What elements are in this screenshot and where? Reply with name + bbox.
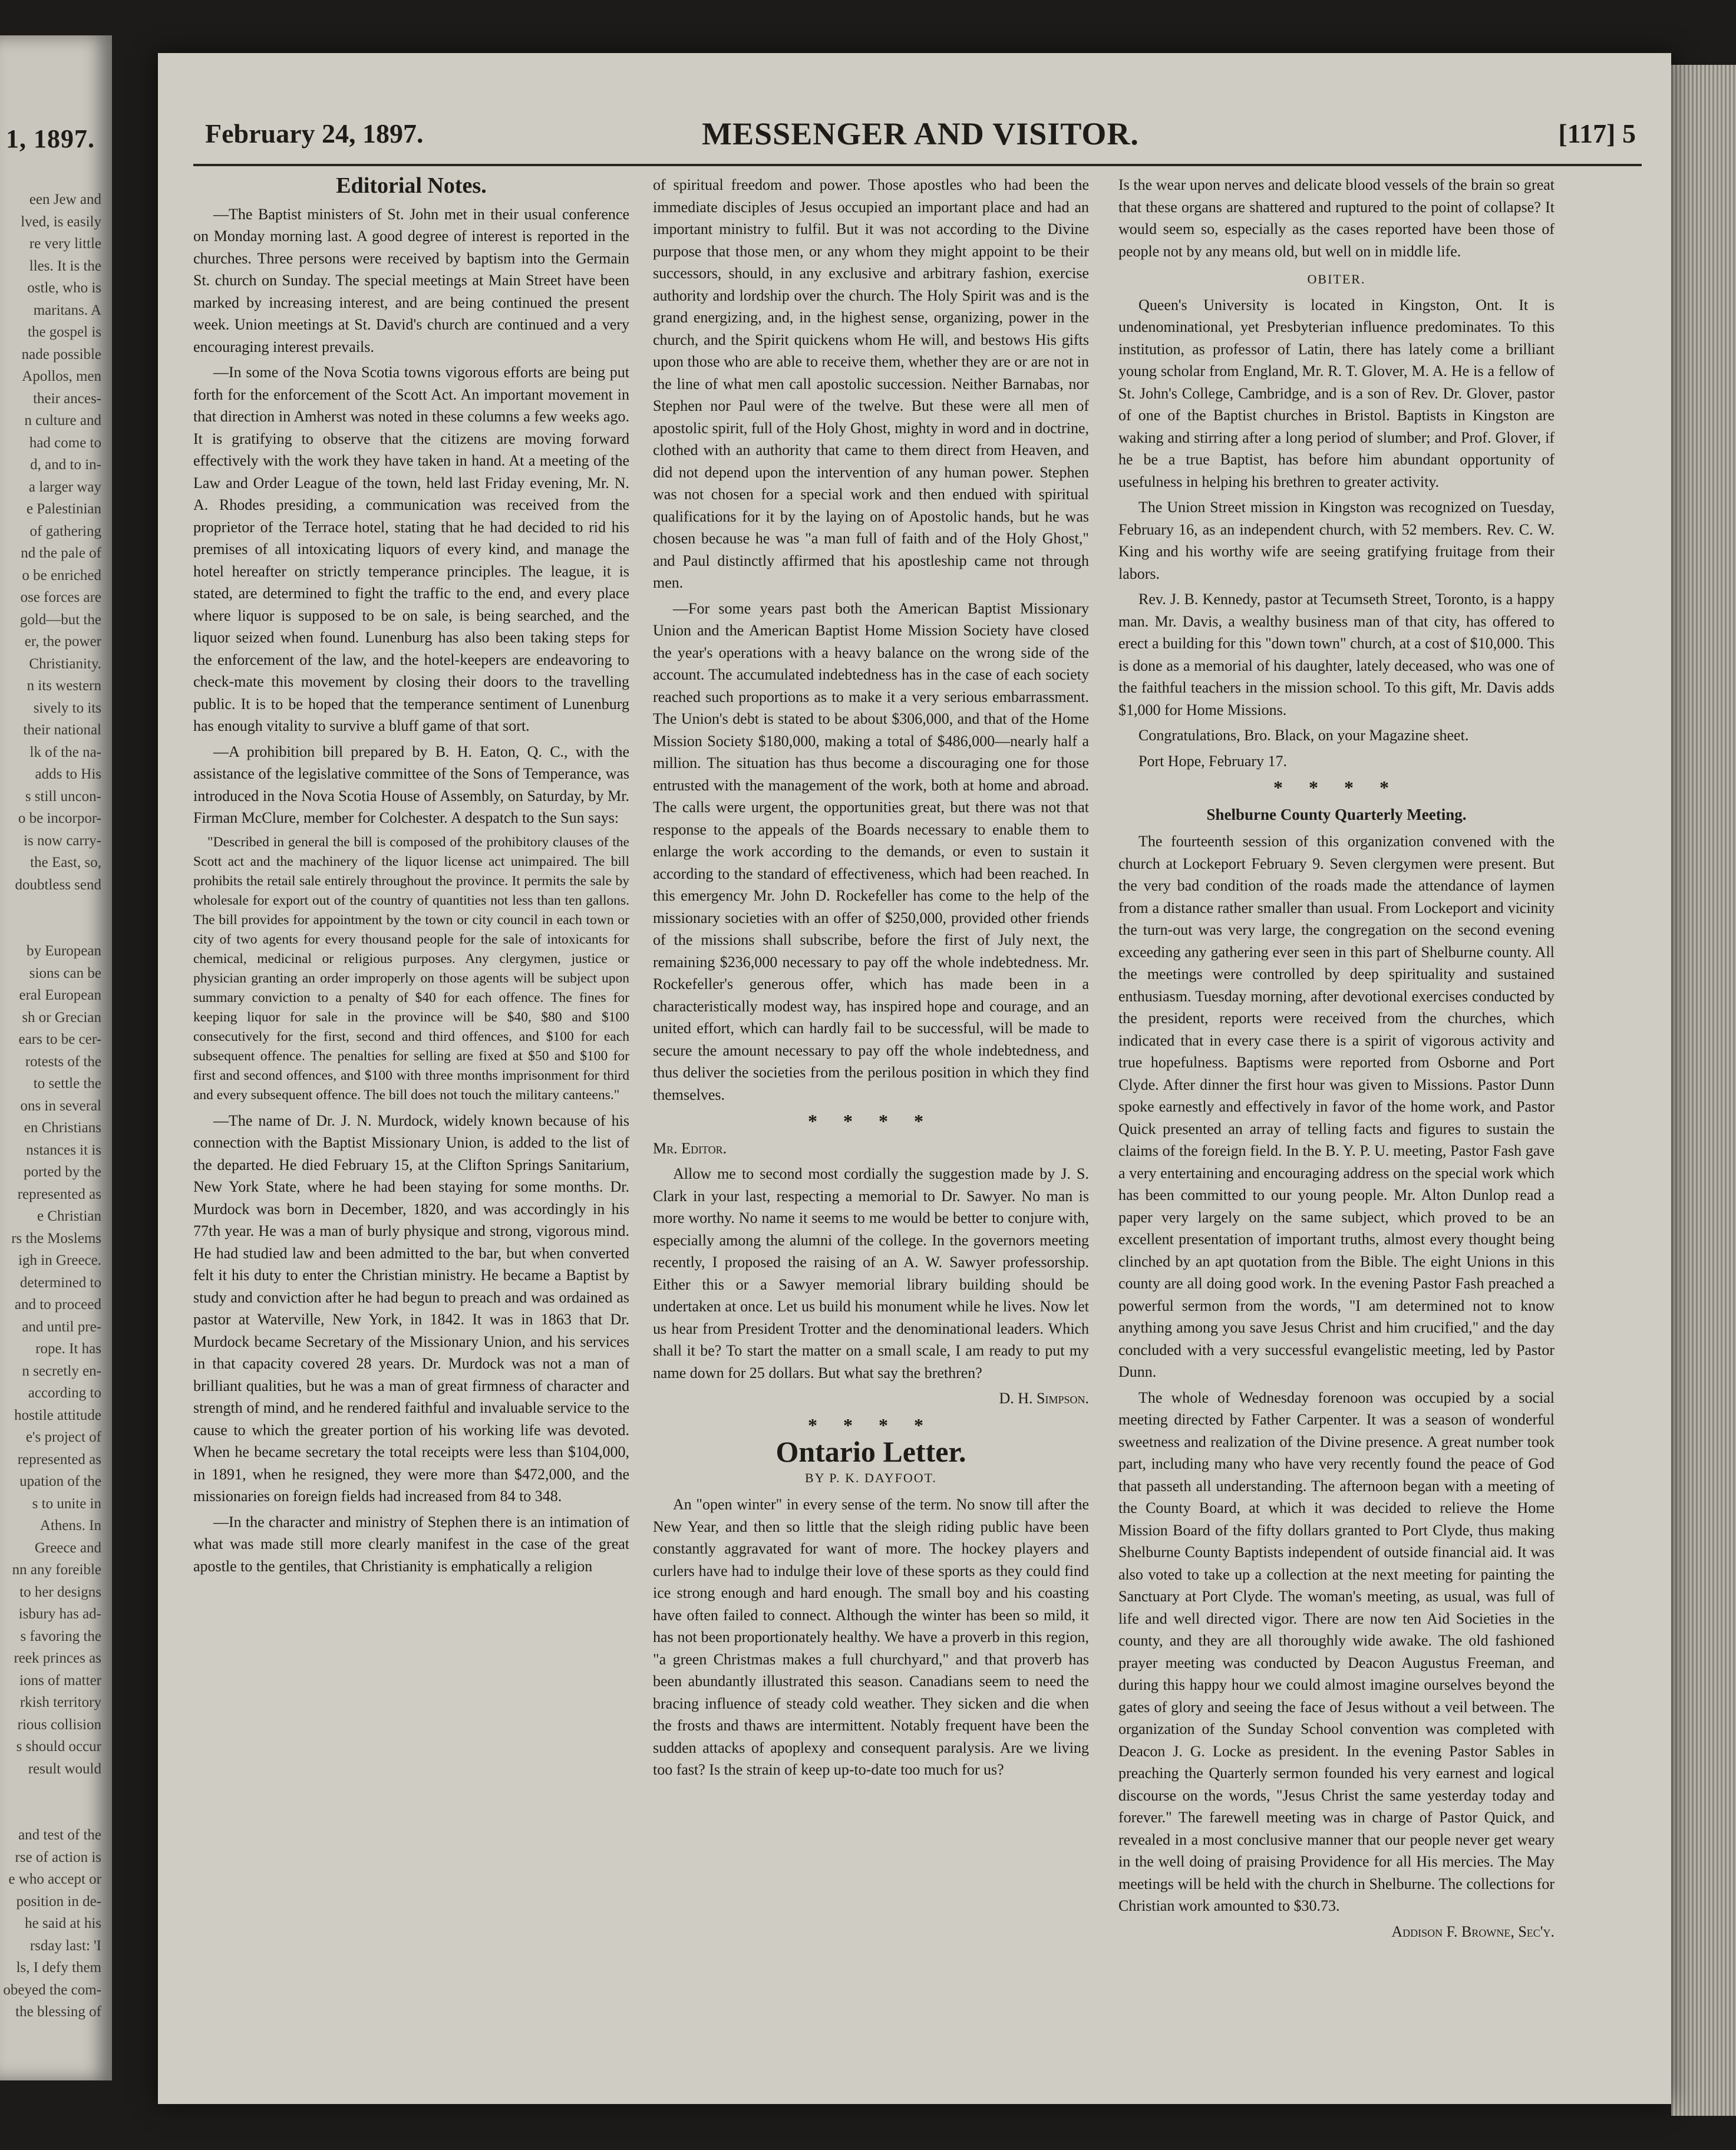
- header-rule: [193, 164, 1642, 166]
- left-page-line: according to: [28, 1385, 101, 1401]
- column-3: [1118, 174, 1555, 1946]
- left-page-line: rs the Moslems: [11, 1230, 101, 1247]
- page-header: [205, 118, 1636, 159]
- left-page-line: he said at his: [25, 1915, 101, 1931]
- letter-salutation: Mr. Editor.: [653, 1139, 727, 1157]
- left-page-line: s should occur: [16, 1739, 101, 1755]
- left-page-line: re very little: [29, 236, 101, 252]
- left-page-line: and until pre-: [22, 1318, 101, 1335]
- left-page-line: adds to His: [35, 766, 101, 782]
- left-page-line: their national: [23, 722, 101, 738]
- left-page-line: rkish territory: [19, 1694, 101, 1710]
- left-page-line: isbury has ad-: [18, 1606, 101, 1622]
- left-page-line: represented as: [17, 1451, 101, 1468]
- left-facing-page: [0, 35, 112, 2080]
- left-page-line: ose forces are: [20, 589, 101, 605]
- left-page-line: of gathering: [29, 523, 101, 539]
- paragraph: Queen's University is located in Kingston, Ont. It is undenominational, yet Presbyterian influence predominates. To this institution, as professor of Latin, there has lately come a brilliant young scholar from England, Mr. R. T. Glover, M. A. He is a fellow of St. John's College, Cambridge, and is a son of Rev. Dr. Glover, pastor of one of the Baptist churches in Bristol. Baptists in Kingston are waking and stirring after a long period of slumber; and Prof. Glover, if he be a true Baptist, has before him abundant opportunity of usefulness in helping his brethren to greater activity.: [1118, 296, 1555, 490]
- column-2: [653, 174, 1089, 1785]
- section-divider: * * * *: [1273, 777, 1400, 798]
- left-page-line: o be enriched: [22, 567, 101, 583]
- paragraph: Rev. J. B. Kennedy, pastor at Tecumseth Street, Toronto, is a happy man. Mr. Davis, a wealthy business man of that city, has offered to erect a building for this "down town" church, at a cost of $10,000. This is done as a memorial of his daughter, lately deceased, who was one of the faithful teachers in the mission school. To this gift, Mr. Davis adds $1,000 for Home Missions.: [1118, 591, 1555, 718]
- left-page-line: Apollos, men: [22, 368, 101, 384]
- letter-body: Allow me to second most cordially the suggestion made by J. S. Clark in your last, respecting a memorial to Dr. Sawyer. No man is more worthy. No name it seems to me would be better to conjure with, especially among the alumni of the college. In the governors meeting recently, I proposed the raising of an A. W. Sawyer professorship. Either this or a Sawyer memorial library building should be undertaken at once. Let us build his monument while he lives. Now let us hear from President Trotter and the denominational leaders. Which shall it be? To start the matter on a small scale, I am ready to put my name down for 25 dollars. But what say the brethren?: [653, 1165, 1089, 1381]
- left-page-line: had come to: [29, 434, 101, 451]
- page-number: [117] 5: [1558, 118, 1636, 149]
- left-page-line: sions can be: [29, 965, 101, 981]
- paragraph: An "open winter" in every sense of the term. No snow till after the New Year, and then so little that the sleigh riding public have been constantly aggravated for want of more. The hockey players and curlers have had to indulge their love of these sports as they could find ice strong enough and hard enough. The small boy and his coasting have often failed to connect. Although the winter has been so mild, it has not been proportionately healthy. We have a proverb in this region, "a green Christmas makes a full churchyard," and that proverb has been abundantly illustrated this season. Canadians seem to need the bracing influence of steady cold weather. They sicken and die when the frosts and thaws are intermittent. Notably frequent have been the sudden attacks of apoplexy and consequent paralysis. Are we living too fast? Is the strain of keep up-to-date too much for us?: [653, 1496, 1089, 1778]
- paragraph: of spiritual freedom and power. Those apostles who had been the immediate disciples of Jesus occupied an important place and had an important ministry to fulfil. But it was not according to the Divine purpose that those men, or any whom they might appoint to be their successors, should, in any exclusive and arbitrary fashion, exercise authority and lordship over the church. The Holy Spirit was and is the grand energizing, and, in the highest sense, organizing, power in the church, and the Spirit quickens whom He will, and bestows His gifts upon those who are able to receive them, whether they are or are not in the line of what men call apostolic succession. Neither Barnabas, nor Stephen nor Paul were of the twelve. But these were all men of apostolic spirit, full of the Holy Ghost, mighty in word and in doctrine, clothed with an authority that came to them direct from Heaven, and did not depend upon the intervention of any human power. Stephen was not chosen for a special work and then endued with spiritual qualifications for it by the laying on of Apostolic hands, but he was chosen because he was "a man full of faith and of the Holy Ghost," and Paul distinctly affirmed that his apostleship came not through men.: [653, 176, 1089, 591]
- left-page-line: result would: [28, 1760, 101, 1777]
- left-page-line: the gospel is: [28, 324, 101, 340]
- left-page-line: upation of the: [19, 1473, 101, 1489]
- left-page-line: ported by the: [24, 1164, 101, 1180]
- left-page-line: represented as: [17, 1186, 101, 1202]
- left-page-line: lk of the na-: [29, 744, 101, 760]
- left-page-line: er, the power: [24, 634, 101, 649]
- left-page-line: s favoring the: [20, 1628, 101, 1644]
- left-page-line: Greece and: [34, 1539, 101, 1556]
- paragraph: The whole of Wednesday forenoon was occupied by a social meeting directed by Father Carpenter. It was a season of wonderful sweetness and realization of the Divine presence. A great number took part, including many who have very recently found the peace of God that passeth all understanding. The afternoon began with a meeting of the County Board, at which it was decided to relieve the Home Mission Board of the fifty dollars granted to Port Clyde, thus making Shelburne County Baptists independent of outside financial aid. It was also voted to take up a collection at the next meeting for painting the Sanctuary at Port Clyde. The woman's meeting, as usual, was full of life and well directed vigor. There are now ten Aid Societies in the county, and they are all thoroughly wide awake. The old fashioned prayer meeting was conducted by Deacon Augustus Freeman, and during this happy hour we could almost imagine ourselves beyond the gates of glory and seeing the face of Jesus without a veil between. The organization of the Sunday School convention was completed with Deacon J. G. Locke as president. In the evening Pastor Sables in preaching the Quarterly sermon founded his very earnest and logical discourse on the words, "Jesus Christ the same yesterday today and forever." The farewell meeting was in charge of Pastor Quick, and revealed in a most conclusive manner that our people never get weary in the well doing of praising Providence for all His mercies. The May meetings will be held with the church in Shelburne. The collections for Christian work amounted to $30.73.: [1118, 1389, 1555, 1914]
- left-page-line: reek princes as: [14, 1650, 101, 1666]
- left-page-line: rse of action is: [15, 1849, 101, 1865]
- left-page-line: s still uncon-: [25, 788, 101, 804]
- left-page-line: e Christian: [37, 1208, 101, 1224]
- left-page-line: n culture and: [24, 413, 101, 428]
- left-page-line: eral European: [19, 987, 101, 1003]
- left-page-line: a larger way: [28, 479, 101, 495]
- newspaper-page: [158, 53, 1671, 2104]
- left-page-line: [1, 1802, 101, 1825]
- page-stack-edge: [1671, 65, 1736, 2116]
- editorial-notes-heading: Editorial Notes.: [336, 173, 487, 198]
- left-page-line: to settle the: [33, 1076, 101, 1092]
- left-page-line: obeyed the com-: [3, 1981, 101, 1998]
- left-page-line: ons in several: [20, 1097, 101, 1114]
- left-page-line: Athens. In: [39, 1518, 101, 1534]
- left-page-line: lved, is easily: [21, 213, 101, 230]
- paragraph: —In the character and ministry of Stephen there is an intimation of what was made still more clearly manifest in the case of the great apostle to the gentiles, that Christianity is emphatically a religion: [193, 1513, 629, 1575]
- left-page-line: een Jew and: [29, 192, 101, 207]
- left-page-line: [1, 896, 101, 918]
- left-page-line: maritans. A: [33, 302, 101, 318]
- left-page-line: e Palestinian: [26, 501, 101, 517]
- left-page-line: Christianity.: [29, 655, 101, 672]
- left-page-line: nn any foreible: [12, 1562, 101, 1578]
- left-page-line: e who accept or: [8, 1871, 101, 1887]
- left-page-line: rope. It has: [35, 1341, 101, 1357]
- left-page-line: doubtless send: [15, 876, 101, 893]
- left-page-line: to her designs: [19, 1584, 101, 1600]
- letter-signature: D. H. Simpson.: [999, 1390, 1089, 1407]
- left-page-line: ions of matter: [19, 1672, 101, 1689]
- paragraph: —The name of Dr. J. N. Murdock, widely known because of his connection with the Baptist Missionary Union, is added to the list of the departed. He died February 15, at the Clifton Springs Sanitarium, New York State, where he had been staying for some months. Dr. Murdock was born in December, 1820, and was accordingly in his 77th year. He was a man of burly physique and strong, vigorous mind. He had studied law and been admitted to the bar, but when converted felt it his duty to enter the Christian ministry. He became a Baptist by study and conviction after he had begun to preach and was ordained as pastor at Waterville, New York, in 1842. It was in 1863 that Dr. Murdock became Secretary of the Missionary Union, and his services in that capacity covered 28 years. Dr. Murdock was not a man of brilliant qualities, but he was a man of great firmness of character and strength of mind, and he rendered faithful and invaluable service to the cause to which the greater portion of his working life was devoted. When he became secretary the total receipts were less than $104,000, in 1891, when he resigned, they were more than $472,000, and the missionaries on foreign fields had increased from 84 to 348.: [193, 1112, 629, 1505]
- left-page-line: s to unite in: [32, 1495, 101, 1512]
- left-page-line: sively to its: [33, 700, 101, 716]
- left-page-line: position in de-: [16, 1893, 101, 1910]
- paragraph: —For some years past both the American Baptist Missionary Union and the American Baptist Home Mission Society have closed the year's operations with a heavy balance on the wrong side of the account. The accumulated indebtedness has in the case of each society reached such proportions as to make it a very serious embarrassment. The Union's debt is stated to be about $306,000, and that of the Home Mission Society $180,000, making a total of $486,000—nearly half a million. The situation has thus become a discouraging one for those entrusted with the management of the work, both at home and abroad. The calls were urgent, the opportunities great, but there was not that response to the appeals of the Boards necessary to enable them to enlarge the work according to the demands, or even to sustain it according to the standard of effectiveness, which had been reached. In this emergency Mr. John D. Rockefeller has come to the help of the missionary societies with an offer of $250,000, provided other friends of the missions shall subscribe, before the first of July next, the remaining $236,000 necessary to pay off the whole indebtedness. Mr. Rockefeller's generous offer, which has made been in a characteristically modest way, has inspired hope and courage, and an united effort, which can hardly fail to be successful, will be made to secure the amount necessary to pay off the whole indebtedness, and thus deliver the societies from the perilous position in which they find themselves.: [653, 599, 1089, 1103]
- paragraph: —The Baptist ministers of St. John met in their usual conference on Monday morning last. A good degree of interest is reported in the churches. Three persons were received by baptism into the Germain St. church on Sunday. The special meetings at Main Street have been marked by increasing interest, and are being continued the present week. Union meetings at St. David's church are continued and a very encouraging interest prevails.: [193, 205, 629, 355]
- paragraph: —In some of the Nova Scotia towns vigorous efforts are being put forth for the enforcement of the Scott Act. An important movement in that direction in Amherst was noted in these columns a few weeks ago. It is gratifying to observe that the citizens are moving forward effectively with the work they have taken in hand. At a meeting of the Law and Order League of the town, held last Friday evening, Mr. N. A. Rhodes presiding, a communication was received from the proprietor of the Terrace hotel, stating that he had decided to rid his premises of all intoxicating liquors of every kind, and manage the hotel hereafter on strictly temperance principles. The league, it is stated, are determined to fight the traffic to the end, and every place where liquor is supposed to be on sale, is being searched, and the liquor seized when found. Lunenburg has also been taking steps for the enforcement of the law, and the hotel-keepers are endeavoring to check-mate this movement by closing their doors to the travelling public. It is to be hoped that the temperance sentiment of Lunenburg has enough vitality to survive a bluff game of that sort.: [193, 364, 629, 734]
- left-page-line: lles. It is the: [29, 258, 101, 274]
- left-page-line: [1, 1780, 101, 1802]
- left-page-line: n its western: [27, 678, 101, 694]
- left-page-date: 1, 1897.: [6, 124, 95, 153]
- left-page-line: rotests of the: [25, 1053, 101, 1070]
- report-signature: Addison F. Browne, Sec'y.: [1391, 1923, 1555, 1940]
- left-page-line: gold—but the: [19, 611, 101, 628]
- section-divider: * * * *: [808, 1110, 934, 1132]
- left-page-line: the East, so,: [30, 855, 101, 870]
- left-page-line: hostile attitude: [14, 1407, 101, 1423]
- left-page-line: nade possible: [21, 346, 101, 362]
- left-page-line: sh or Grecian: [22, 1009, 101, 1025]
- left-page-line: and test of the: [18, 1827, 101, 1843]
- left-page-line: ls, I defy them: [16, 1960, 101, 1976]
- left-page-line: and to proceed: [14, 1297, 101, 1313]
- left-page-line: nd the pale of: [21, 545, 101, 561]
- paragraph: —A prohibition bill prepared by B. H. Eaton, Q. C., with the assistance of the legislative committee of the Sons of Temperance, was introduced in the Nova Scotia House of Assembly, on Saturday, by Mr. Firman McClure, member for Colchester. A despatch to the Sun says:: [193, 743, 629, 826]
- left-page-line: [1, 918, 101, 941]
- shelburne-heading: Shelburne County Quarterly Meeting.: [1206, 805, 1467, 823]
- left-page-line: d, and to in-: [30, 457, 101, 473]
- left-page-line: determined to: [19, 1274, 101, 1291]
- paragraph: The fourteenth session of this organization convened with the church at Lockeport February 9. Seven clergymen were present. But the very bad condition of the roads made the attendance of laymen from a distance rather smaller than usual. From Lockeport and vicinity the turn-out was very large, the congregation on the second evening exceeding any gathering ever seen in this part of Shelburne county. All the meetings were controlled by deep spirituality and sustained enthusiasm. Tuesday morning, after devotional exercises conducted by the president, reports were received from the churches, which indicated that in every case there is a spirit of vigorous activity and true hopefulness. Baptisms were reported from Osborne and Port Clyde. After dinner the first hour was given to Missions. Pastor Dunn spoke earnestly and effectively in favor of the home work, and Pastor Quick presented an array of telling facts and figures to sustain the claims of the foreign field. In the B. Y. P. U. meeting, Pastor Fash gave a very entertaining and encouraging address on the special work which has been committed to our young people. Mr. Alton Dunlop read a paper very largely on the same subject, which proved to be an excellent presentation of important truths, almost every thought being clinched by an apt quotation from the Bible. The eight Unions in this county are all doing good work. In the evening Pastor Fash preached a powerful sermon from the words, "I am determined not to know anything among you save Jesus Christ and him crucified," and the day concluded with a very successful evangelistic meeting, led by Pastor Dunn.: [1118, 833, 1555, 1380]
- left-page-line: igh in Greece.: [18, 1252, 101, 1268]
- left-page-line: nstances it is: [26, 1142, 101, 1158]
- left-page-line: ears to be cer-: [18, 1031, 101, 1047]
- left-page-line: ostle, who is: [27, 280, 101, 296]
- left-page-line: is now carry-: [24, 832, 101, 849]
- masthead: MESSENGER AND VISITOR.: [702, 116, 1139, 151]
- left-page-line: the blessing of: [15, 2004, 101, 2020]
- left-page-text: [1, 189, 101, 2023]
- block-quote: "Described in general the bill is composed of the prohibitory clauses of the Scott act and the machinery of the liquor license act unimpaired. The bill prohibits the retail sale entirely throughout the province. It permits the sale by wholesale for export out of the country of quantities not less than ten gallons. The bill provides for appointment by the town or city council in each town or city of two agents for every thousand people for the sale of intoxicants for chemical, medicinal or religious purposes. Any clergymen, justice or physician granting an order improperly on those agents will be subject upon summary conviction to a penalty of $40 for each offence. The fines for keeping liquor for sale in the province will be $40, $80 and $100 consecutively for the first, second and third offences, and $100 for each subsequent offence. The penalties for selling are fixed at $50 and $100 for first and second offences, and $100 with three months imprisonment for third and every subsequent offence. The bill does not touch the military canteens.": [193, 834, 629, 1103]
- paragraph: Is the wear upon nerves and delicate blood vessels of the brain so great that these organs are shattered and ruptured to the point of collapse? It would seem so, especially as the cases reported have been those of people not by any means old, but well on in middle life.: [1118, 176, 1555, 260]
- left-page-line: n secretly en-: [22, 1363, 101, 1379]
- column-1: [193, 174, 629, 1581]
- ontario-letter-heading: Ontario Letter.: [775, 1435, 966, 1468]
- left-page-line: rious collision: [17, 1716, 101, 1733]
- section-divider: * * * *: [808, 1414, 934, 1436]
- left-page-line: by European: [26, 943, 101, 959]
- issue-date: February 24, 1897.: [205, 118, 424, 149]
- dateline: Port Hope, February 17.: [1138, 752, 1288, 770]
- left-page-line: e's project of: [25, 1429, 101, 1445]
- paragraph: Congratulations, Bro. Black, on your Magazine sheet.: [1138, 727, 1469, 744]
- byline: BY P. K. DAYFOOT.: [805, 1470, 937, 1485]
- left-page-line: their ances-: [33, 390, 101, 407]
- left-page-line: o be incorpor-: [18, 810, 101, 826]
- left-page-line: en Christians: [24, 1120, 101, 1136]
- obiter-heading: OBITER.: [1307, 272, 1366, 286]
- paragraph: The Union Street mission in Kingston was recognized on Tuesday, February 16, as an independent church, with 52 members. Rev. C. W. King and his worthy wife are seeing gratifying fruitage from their labors.: [1118, 499, 1555, 582]
- left-page-line: rsday last: 'I: [29, 1937, 101, 1954]
